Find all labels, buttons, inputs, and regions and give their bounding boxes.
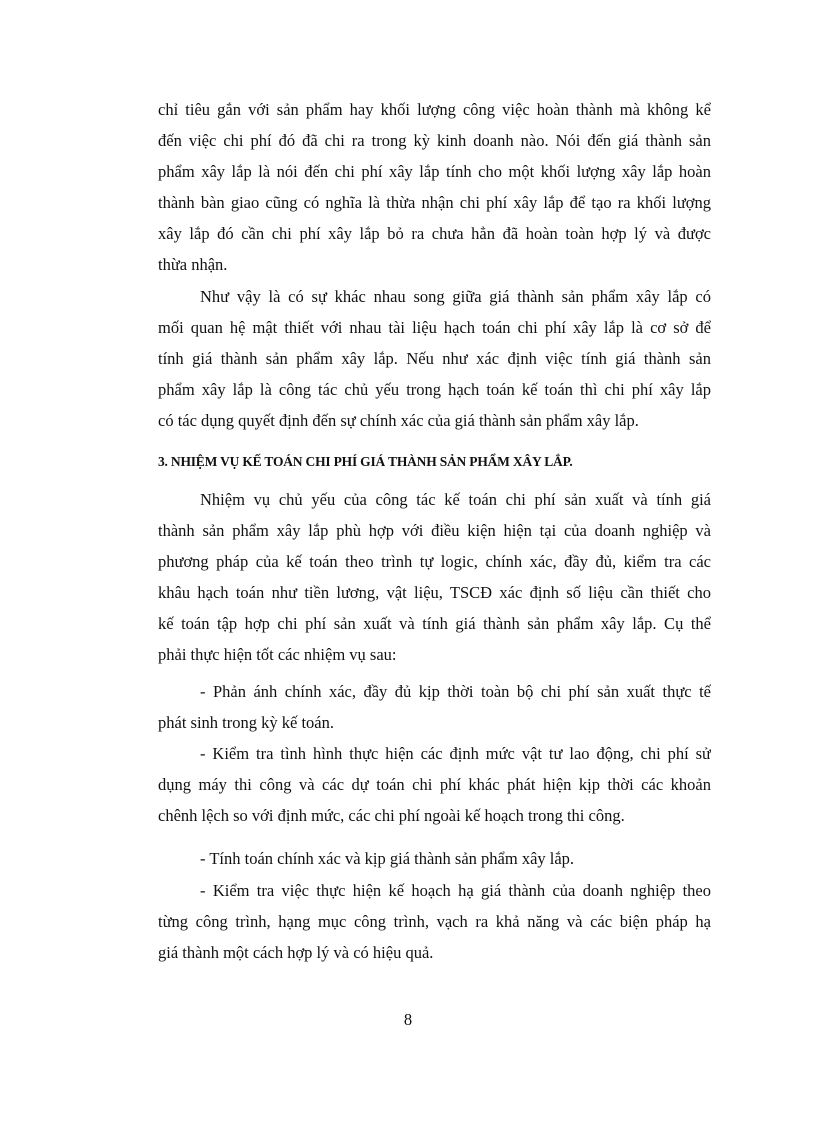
bullet-item [158, 843, 711, 874]
text-line: khâu hạch toán như tiền lương, vật liệu, TSCĐ xác định số liệu cần thiết cho [158, 583, 711, 602]
text-line: phải thực hiện tốt các nhiệm vụ sau: [158, 645, 397, 664]
text-line: kế toán tập hợp chi phí sản xuất và tính giá thành sản phẩm xây lắp. Cụ thể [158, 614, 711, 633]
text-line: xây lắp đó cần chi phí xây lắp bỏ ra chưa hẳn đã hoàn toàn hợp lý và được [158, 224, 711, 243]
text-line: phương pháp của kế toán theo trình tự logic, chính xác, đầy đủ, kiểm tra các [158, 552, 711, 571]
paragraph-tasks-intro [158, 484, 711, 670]
text-line: chênh lệch so với định mức, các chi phí ngoài kế hoạch trong thi công. [158, 806, 625, 825]
text-line: chỉ tiêu gắn với sản phẩm hay khối lượng công việc hoàn thành mà không kể [158, 100, 711, 119]
text-line: dụng máy thi công và các dự toán chi phí khác phát hiện kịp thời các khoản [158, 775, 711, 794]
text-line: thành bàn giao cũng có nghĩa là thừa nhận chi phí xây lắp để tạo ra khối lượng [158, 193, 711, 212]
bullet-item [158, 676, 711, 738]
text-line: - Tính toán chính xác và kịp giá thành sản phẩm xây lắp. [200, 849, 575, 868]
text-line: từng công trình, hạng mục công trình, vạch ra khả năng và các biện pháp hạ [158, 912, 711, 931]
text-line: đến việc chi phí đó đã chi ra trong kỳ kinh doanh nào. Nói đến giá thành sản [158, 131, 711, 150]
text-line: phẩm xây lắp là nói đến chi phí xây lắp tính cho một khối lượng xây lắp hoàn [158, 162, 711, 181]
text-line: mối quan hệ mật thiết với nhau tài liệu hạch toán chi phí xây lắp là cơ sở để [158, 318, 711, 337]
text-line: - Kiểm tra việc thực hiện kế hoạch hạ giá thành của doanh nghiệp theo [200, 881, 711, 900]
bullet-item [158, 738, 711, 831]
text-line: thừa nhận. [158, 255, 228, 274]
paragraph-continuation [158, 94, 711, 280]
text-line: có tác dụng quyết định đến sự chính xác của giá thành sản phẩm xây lắp. [158, 411, 639, 430]
text-line: phẩm xây lắp là công tác chủ yếu trong hạch toán kế toán thì chi phí xây lắp [158, 380, 711, 399]
text-line: tính giá thành sản phẩm xây lắp. Nếu như xác định việc tính giá thành sản [158, 349, 711, 368]
text-line: Như vậy là có sự khác nhau song giữa giá thành sản phẩm xây lắp có [200, 287, 711, 306]
section-heading: 3. NHIỆM VỤ KẾ TOÁN CHI PHÍ GIÁ THÀNH SẢN PHẨM XÂY LẮP. [158, 454, 573, 469]
bullet-item [158, 875, 711, 968]
text-line: giá thành một cách hợp lý và có hiệu quả. [158, 943, 434, 962]
text-line: - Phản ánh chính xác, đầy đủ kịp thời toàn bộ chi phí sản xuất thực tế [200, 682, 711, 701]
text-line: thành sản phẩm xây lắp phù hợp với điều kiện hiện tại của doanh nghiệp và [158, 521, 711, 540]
page-number: 8 [403, 1010, 413, 1029]
text-line: Nhiệm vụ chủ yếu của công tác kế toán chi phí sản xuất và tính giá [200, 490, 711, 509]
text-line: - Kiểm tra tình hình thực hiện các định mức vật tư lao động, chi phí sử [200, 744, 711, 763]
text-line: phát sinh trong kỳ kế toán. [158, 713, 334, 732]
paragraph-comparison [158, 281, 711, 436]
